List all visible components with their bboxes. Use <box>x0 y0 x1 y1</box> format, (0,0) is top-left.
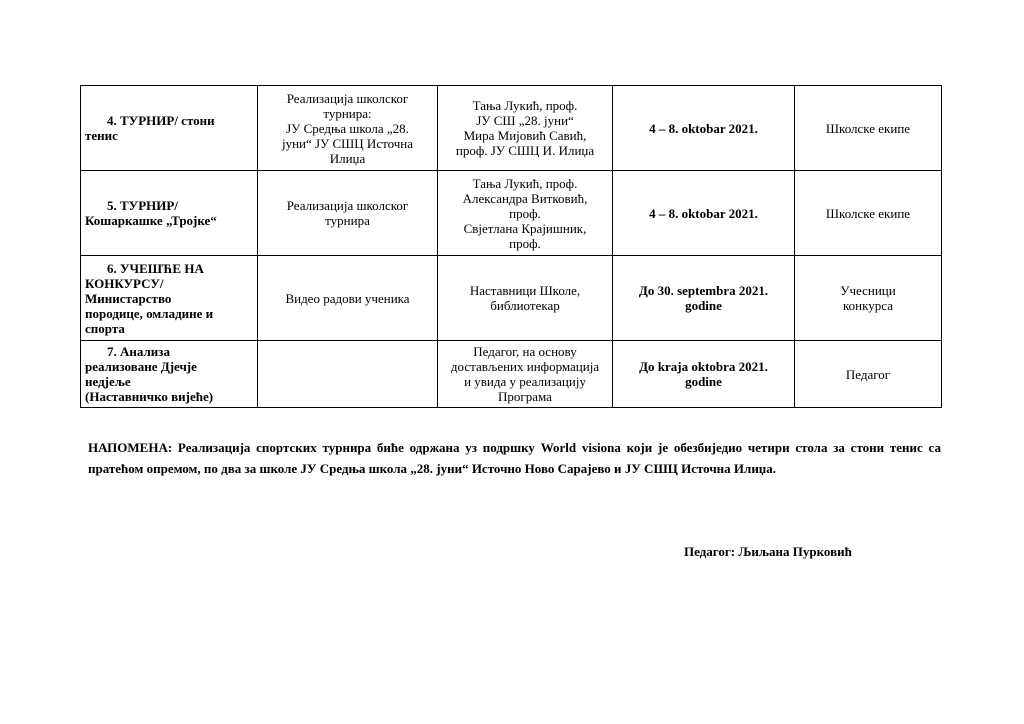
activity-description-line: турнира <box>325 213 370 228</box>
responsible-line: Александра Витковић, <box>462 190 588 206</box>
participants-cell <box>795 86 942 171</box>
responsible-line: библиотекар <box>490 298 560 313</box>
responsible-cell <box>438 171 613 256</box>
participants-line: Школске екипе <box>825 120 911 136</box>
date-cell <box>613 171 795 256</box>
activity-name-line: спорта <box>85 320 125 336</box>
responsible-cell <box>438 256 613 341</box>
date-line: 4 – 8. oktobar 2021. <box>649 205 758 221</box>
activity-description-cell <box>258 86 438 171</box>
responsible-line: проф. ЈУ СШЦ И. Илиџа <box>455 143 595 158</box>
date-cell <box>613 341 795 408</box>
activities-table <box>80 85 942 408</box>
participants-line: Школске екипе <box>825 205 911 221</box>
activity-name-cell <box>81 256 258 341</box>
activity-name-line: Кошаркашке „Тројке“ <box>85 213 217 228</box>
responsible-line: достављених информација <box>450 359 600 374</box>
row-number: 4. <box>107 113 117 128</box>
activity-name-line: (Наставничко вијеће) <box>85 389 214 404</box>
table-row <box>81 86 942 171</box>
activity-description-cell <box>258 171 438 256</box>
participants-cell <box>795 256 942 341</box>
activity-name-line: породице, омладине и <box>85 305 214 321</box>
date-cell <box>613 256 795 341</box>
activity-description-cell <box>258 341 438 408</box>
responsible-line: Тања Лукић, проф. <box>472 175 578 191</box>
responsible-cell <box>438 341 613 408</box>
activity-description-line: јуни“ ЈУ СШЦ Источна <box>281 135 414 151</box>
responsible-cell <box>438 86 613 171</box>
responsible-line: Наставници Школе, <box>469 283 581 298</box>
responsible-line: Програма <box>498 389 552 404</box>
activity-name-cell <box>81 171 258 256</box>
activity-name-line <box>85 113 253 128</box>
row-title: ТУРНИР/ <box>120 198 178 213</box>
row-title: ТУРНИР/ стони <box>120 113 215 128</box>
participants-cell <box>795 341 942 408</box>
date-cell <box>613 86 795 171</box>
row-number: 7. <box>107 344 117 359</box>
activity-name-line <box>85 344 253 359</box>
participants-line: конкурса <box>843 298 893 313</box>
responsible-line: проф. <box>509 205 541 221</box>
date-line: 4 – 8. oktobar 2021. <box>649 120 758 136</box>
responsible-line: ЈУ СШ „28. јуни“ <box>476 113 574 128</box>
row-number: 6. <box>107 260 117 276</box>
activity-name-line: Министарство <box>85 290 172 306</box>
activity-description-line: турнира: <box>323 105 372 121</box>
signature: Педагог: Љиљана Пурковић <box>684 544 852 559</box>
responsible-line: Педагог, на основу <box>473 344 577 359</box>
row-title: УЧЕШЋЕ НА <box>120 260 204 276</box>
participants-line: Учесници <box>840 283 896 298</box>
activity-description-line: Реализација школског <box>286 198 409 213</box>
participants-line: Педагог <box>845 366 891 382</box>
activity-description-cell <box>258 256 438 341</box>
date-line: godine <box>685 298 722 313</box>
activity-name-line: реализоване Дјечје <box>85 359 197 374</box>
date-line: godine <box>685 374 722 389</box>
activity-name-line <box>85 198 253 213</box>
activity-description-line: Видео радови ученика <box>285 290 410 306</box>
activity-description-line: Илиџа <box>329 150 366 166</box>
responsible-line: Мира Мијовић Савић, <box>463 128 587 143</box>
activity-description-line: ЈУ Средња школа „28. <box>286 120 409 136</box>
row-number: 5. <box>107 198 117 213</box>
responsible-line: и увида у реализацију <box>464 374 586 389</box>
activity-name-cell <box>81 86 258 171</box>
responsible-line: Тања Лукић, проф. <box>472 98 578 113</box>
activity-name-line: КОНКУРСУ/ <box>85 275 164 291</box>
activity-name-line: недјеље <box>85 374 131 389</box>
activity-name-cell <box>81 341 258 408</box>
activity-name-line: тенис <box>85 128 118 143</box>
table-row <box>81 256 942 341</box>
table-row <box>81 341 942 408</box>
date-line: До kraja oktobra 2021. <box>639 359 768 374</box>
responsible-line: проф. <box>509 235 541 251</box>
responsible-line: Свјетлана Крајишник, <box>463 220 587 236</box>
row-title: Анализа <box>120 344 171 359</box>
activity-description-line: Реализација школског <box>286 90 409 106</box>
activity-name-line <box>85 261 253 276</box>
table-body <box>81 86 942 408</box>
note-paragraph: НАПОМЕНА: Реализација спортских турнира биће одржана уз подршку World visiona који је обезбиједио четири стола за стони тенис са пратећом опремом, по два за школе ЈУ Средња школа „28. јуни“ Источно Ново Сарајево и ЈУ СШЦ Источна Илиџа. <box>88 440 941 476</box>
participants-cell <box>795 171 942 256</box>
table-row <box>81 171 942 256</box>
date-line: До 30. septembra 2021. <box>638 283 769 298</box>
